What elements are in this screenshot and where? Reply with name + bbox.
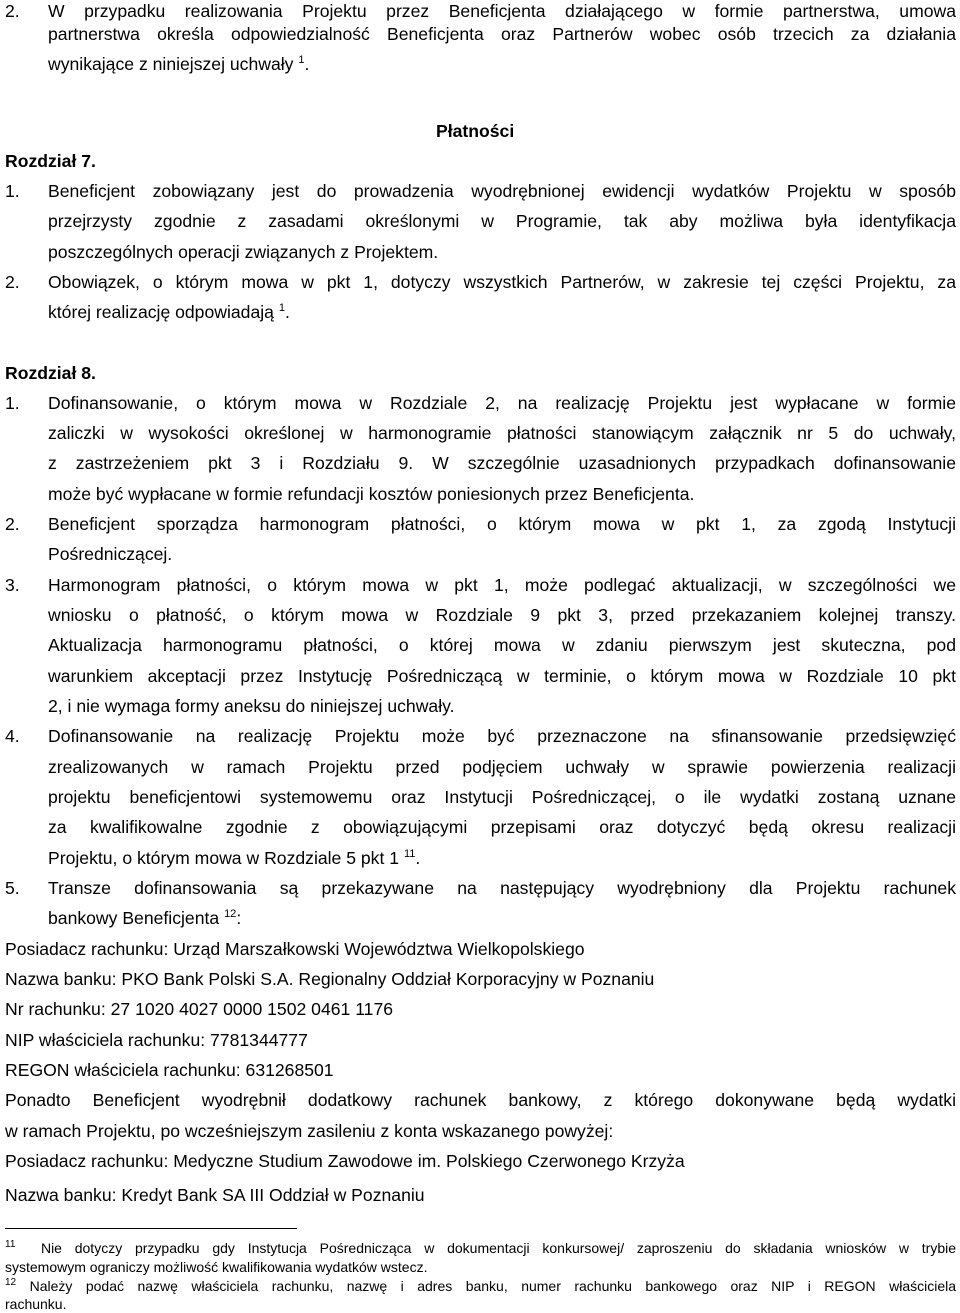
paragraph-line: poszczególnych operacji związanych z Projektem. [48, 242, 439, 262]
chapter-title: Rozdział 8. [5, 363, 96, 383]
paragraph-line: partnerstwa określa odpowiedzialność Beneficjenta oraz Partnerów wobec osób trzecich za działania [48, 24, 956, 44]
paragraph-line: Transze dofinansowania są przekazywane na następujący wyodrębniony dla Projektu rachunek [48, 878, 956, 898]
footnote-ref: 1 [278, 302, 285, 314]
footnote-mark: 12 [5, 1277, 17, 1288]
account-holder: Posiadacz rachunku: Medyczne Studium Zawodowe im. Polskiego Czerwonego Krzyża [5, 1151, 685, 1171]
paragraph-line: Dofinansowanie na realizację Projektu może być przeznaczone na sfinansowanie przedsięwzięć [48, 726, 956, 746]
account-holder: Posiadacz rachunku: Urząd Marszałkowski Województwa Wielkopolskiego [5, 939, 585, 959]
paragraph-line: bankowy Beneficjenta $^{12}$: [48, 908, 242, 928]
account-number: Nr rachunku: 27 1020 4027 0000 1502 0461 1176 [5, 999, 394, 1019]
item-number: 3. [5, 575, 20, 595]
paragraph-line: Obowiązek, o którym mowa w pkt 1, dotyczy wszystkich Partnerów, w zakresie tej części Projektu, za [48, 272, 956, 292]
paragraph-line: zrealizowanych w ramach Projektu przed podjęciem uchwały w sprawie powierzenia realizacji [48, 757, 956, 777]
paragraph-line: Pośredniczącej. [48, 544, 173, 564]
paragraph-line: Beneficjent zobowiązany jest do prowadzenia wyodrębnionej ewidencji wydatków Projektu w sposób [48, 181, 956, 201]
nip-number: NIP właściciela rachunku: 7781344777 [5, 1030, 308, 1050]
item-number: 1. [5, 181, 20, 201]
item-number: 1. [5, 393, 20, 413]
chapter-title: Rozdział 7. [5, 151, 96, 171]
footnote-ref: 12 [224, 908, 237, 920]
paragraph-line: Beneficjent sporządza harmonogram płatności, o którym mowa w pkt 1, za zgodą Instytucji [48, 514, 956, 534]
footnote-ref: 11 [403, 848, 416, 860]
paragraph-line: zaliczki w wysokości określonej w harmonogramie płatności stanowiącym załącznik nr 5 do uchwały, [48, 423, 956, 443]
footnote-separator [5, 1228, 297, 1229]
paragraph-line: wniosku o płatność, o którym mowa w Rozdziale 9 pkt 3, przed przekazaniem kolejnej transzy. [48, 605, 956, 625]
regon-number: REGON właściciela rachunku: 631268501 [5, 1060, 334, 1080]
paragraph-line: z zastrzeżeniem pkt 3 i Rozdziału 9. W szczególnie uzasadnionych przypadkach dofinansowanie [48, 453, 956, 473]
paragraph-line: Aktualizacja harmonogramu płatności, o której mowa w zdaniu pierwszym jest skuteczna, pod [48, 635, 956, 655]
item-number: 2. [5, 514, 20, 534]
footnote-line: $^{11}$ Nie dotyczy przypadku gdy Instytucja Pośrednicząca w dokumentacji konkursowej/ zaproszeniu do składania wniosków w trybie [5, 1239, 956, 1256]
paragraph-line: Projektu, o którym mowa w Rozdziale 5 pkt 1 $^{11}$. [48, 848, 421, 868]
footnote-line: rachunku. [5, 1296, 67, 1312]
paragraph-line: za kwalifikowalne zgodnie z obowiązującymi przepisami oraz dotyczyć będą okresu realizacji [48, 817, 956, 837]
paragraph-line: wynikające z niniejszej uchwały $^1$. [48, 54, 310, 74]
item-number: 2. [5, 1, 20, 21]
paragraph-line: której realizację odpowiadają $^1$. [48, 302, 290, 322]
paragraph-line: Ponadto Beneficjent wyodrębnił dodatkowy rachunek bankowy, z którego dokonywane będą wydatki [5, 1090, 956, 1110]
paragraph-line: przejrzysty zgodnie z zasadami określonymi w Programie, tak aby możliwa była identyfikacja [48, 211, 956, 231]
bank-name: Nazwa banku: PKO Bank Polski S.A. Regionalny Oddział Korporacyjny w Poznaniu [5, 969, 655, 989]
footnote-mark: 11 [5, 1239, 16, 1250]
paragraph-line: Dofinansowanie, o którym mowa w Rozdziale 2, na realizację Projektu jest wypłacane w formie [48, 393, 956, 413]
paragraph-line: Harmonogram płatności, o którym mowa w pkt 1, może podlegać aktualizacji, w szczególności we [48, 575, 956, 595]
section-heading: Płatności [436, 121, 515, 141]
paragraph-line: 2, i nie wymaga formy aneksu do niniejszej uchwały. [48, 696, 455, 716]
item-number: 5. [5, 878, 20, 898]
paragraph-line: projektu beneficjentowi systemowemu oraz Instytucji Pośredniczącej, o ile wydatki zostaną uznane [48, 787, 956, 807]
paragraph-line: w ramach Projektu, po wcześniejszym zasileniu z konta wskazanego powyżej: [5, 1121, 614, 1141]
paragraph-line: może być wypłacane w formie refundacji kosztów poniesionych przez Beneficjenta. [48, 484, 695, 504]
bank-name: Nazwa banku: Kredyt Bank SA III Oddział w Poznaniu [5, 1185, 425, 1205]
item-number: 4. [5, 726, 20, 746]
footnote-line: $^{12}$ Należy podać nazwę właściciela rachunku, nazwę i adres banku, numer rachunku bankowego oraz NIP i REGON właściciela [5, 1277, 957, 1294]
paragraph-line: W przypadku realizowania Projektu przez Beneficjenta działającego w formie partnerstwa, umowa [48, 1, 956, 21]
footnote-ref: 1 [298, 54, 305, 66]
item-number: 2. [5, 272, 20, 292]
paragraph-line: warunkiem akceptacji przez Instytucję Pośredniczącą w terminie, o którym mowa w Rozdziale 10 pkt [48, 666, 956, 686]
footnote-line: systemowym ograniczy możliwość kwalifikowania wydatków wstecz. [5, 1259, 428, 1275]
